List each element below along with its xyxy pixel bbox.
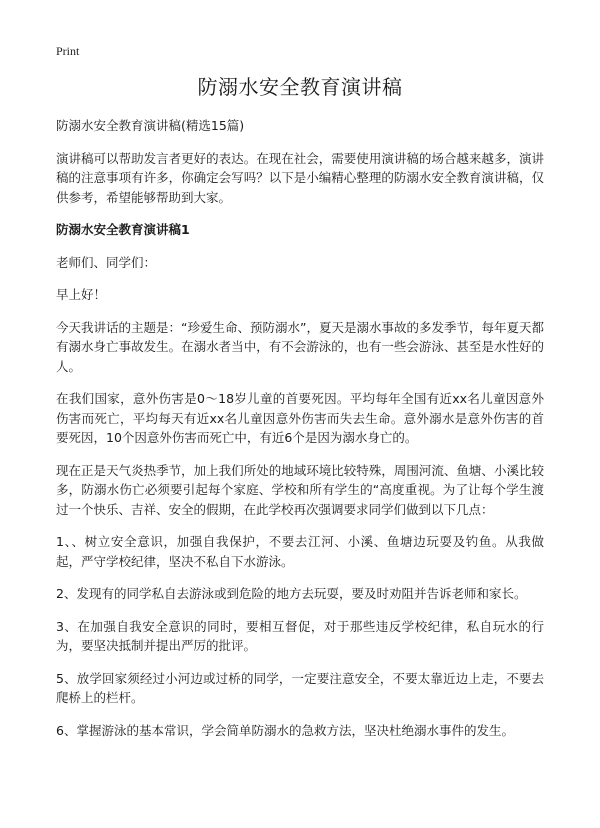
paragraph-greeting-audience: 老师们、同学们：: [56, 254, 157, 270]
print-label: Print: [56, 44, 80, 58]
intro-paragraph: 演讲稿可以帮助发言者更好的表达。在现在社会，需要使用演讲稿的场合越来越多，演讲稿的注意事项有许多，你确定会写吗？以下是小编精心整理的防溺水安全教育演讲稿，仅供参考，希望能够帮助到大家。: [56, 150, 544, 205]
list-item-1: 1、、树立安全意识，加强自我保护，不要去江河、小溪、鱼塘边玩耍及钓鱼。从我做起，严守学校纪律，坚决不私自下水游泳。: [56, 534, 544, 569]
section-heading: 防溺水安全教育演讲稿1: [56, 222, 190, 237]
paragraph-good-morning: 早上好！: [56, 287, 107, 302]
list-item-3: 3、在加强自我安全意识的同时，要相互督促，对于那些违反学校纪律，私自玩水的行为，要坚决抵制并提出严厉的批评。: [56, 618, 544, 653]
document-title: 防溺水安全教育演讲稿: [197, 75, 403, 99]
paragraph-season: 现在正是天气炎热季节，加上我们所处的地域环境比较特殊，周围河流、鱼塘、小溪比较多，防溺水伤亡必须要引起每个家庭、学校和所有学生的“高度重视。为了让每个学生渡过一个快乐、吉祥、安全的假期，在此学校再次强调要求同学们做到以下几点：: [56, 462, 544, 517]
list-item-2: 2、发现有的同学私自去游泳或到危险的地方去玩耍，要及时劝阻并告诉老师和家长。: [56, 586, 527, 601]
paragraph-topic: 今天我讲话的主题是：“珍爱生命、预防溺水”，夏天是溺水事故的多发季节，每年夏天都有溺水身亡事故发生。在溺水者当中，有不会游泳的，也有一些会游泳、甚至是水性好的人。: [56, 319, 544, 374]
paragraph-statistics: 在我们国家，意外伤害是0～18岁儿童的首要死因。平均每年全国有近xx名儿童因意外伤害而死亡，平均每天有近xx名儿童因意外伤害而失去生命。意外溺水是意外伤害的首要死因，10个因意外伤害而死亡中，有近6个是因为溺水身亡的。: [56, 391, 544, 445]
list-item-6: 6、掌握游泳的基本常识，学会简单防溺水的急救方法，坚决杜绝溺水事件的发生。: [56, 722, 514, 738]
list-item-5: 5、放学回家须经过小河边或过桥的同学，一定要注意安全，不要太靠近边上走，不要去爬桥上的栏杆。: [56, 670, 544, 705]
document-subtitle: 防溺水安全教育演讲稿(精选15篇): [56, 118, 245, 133]
